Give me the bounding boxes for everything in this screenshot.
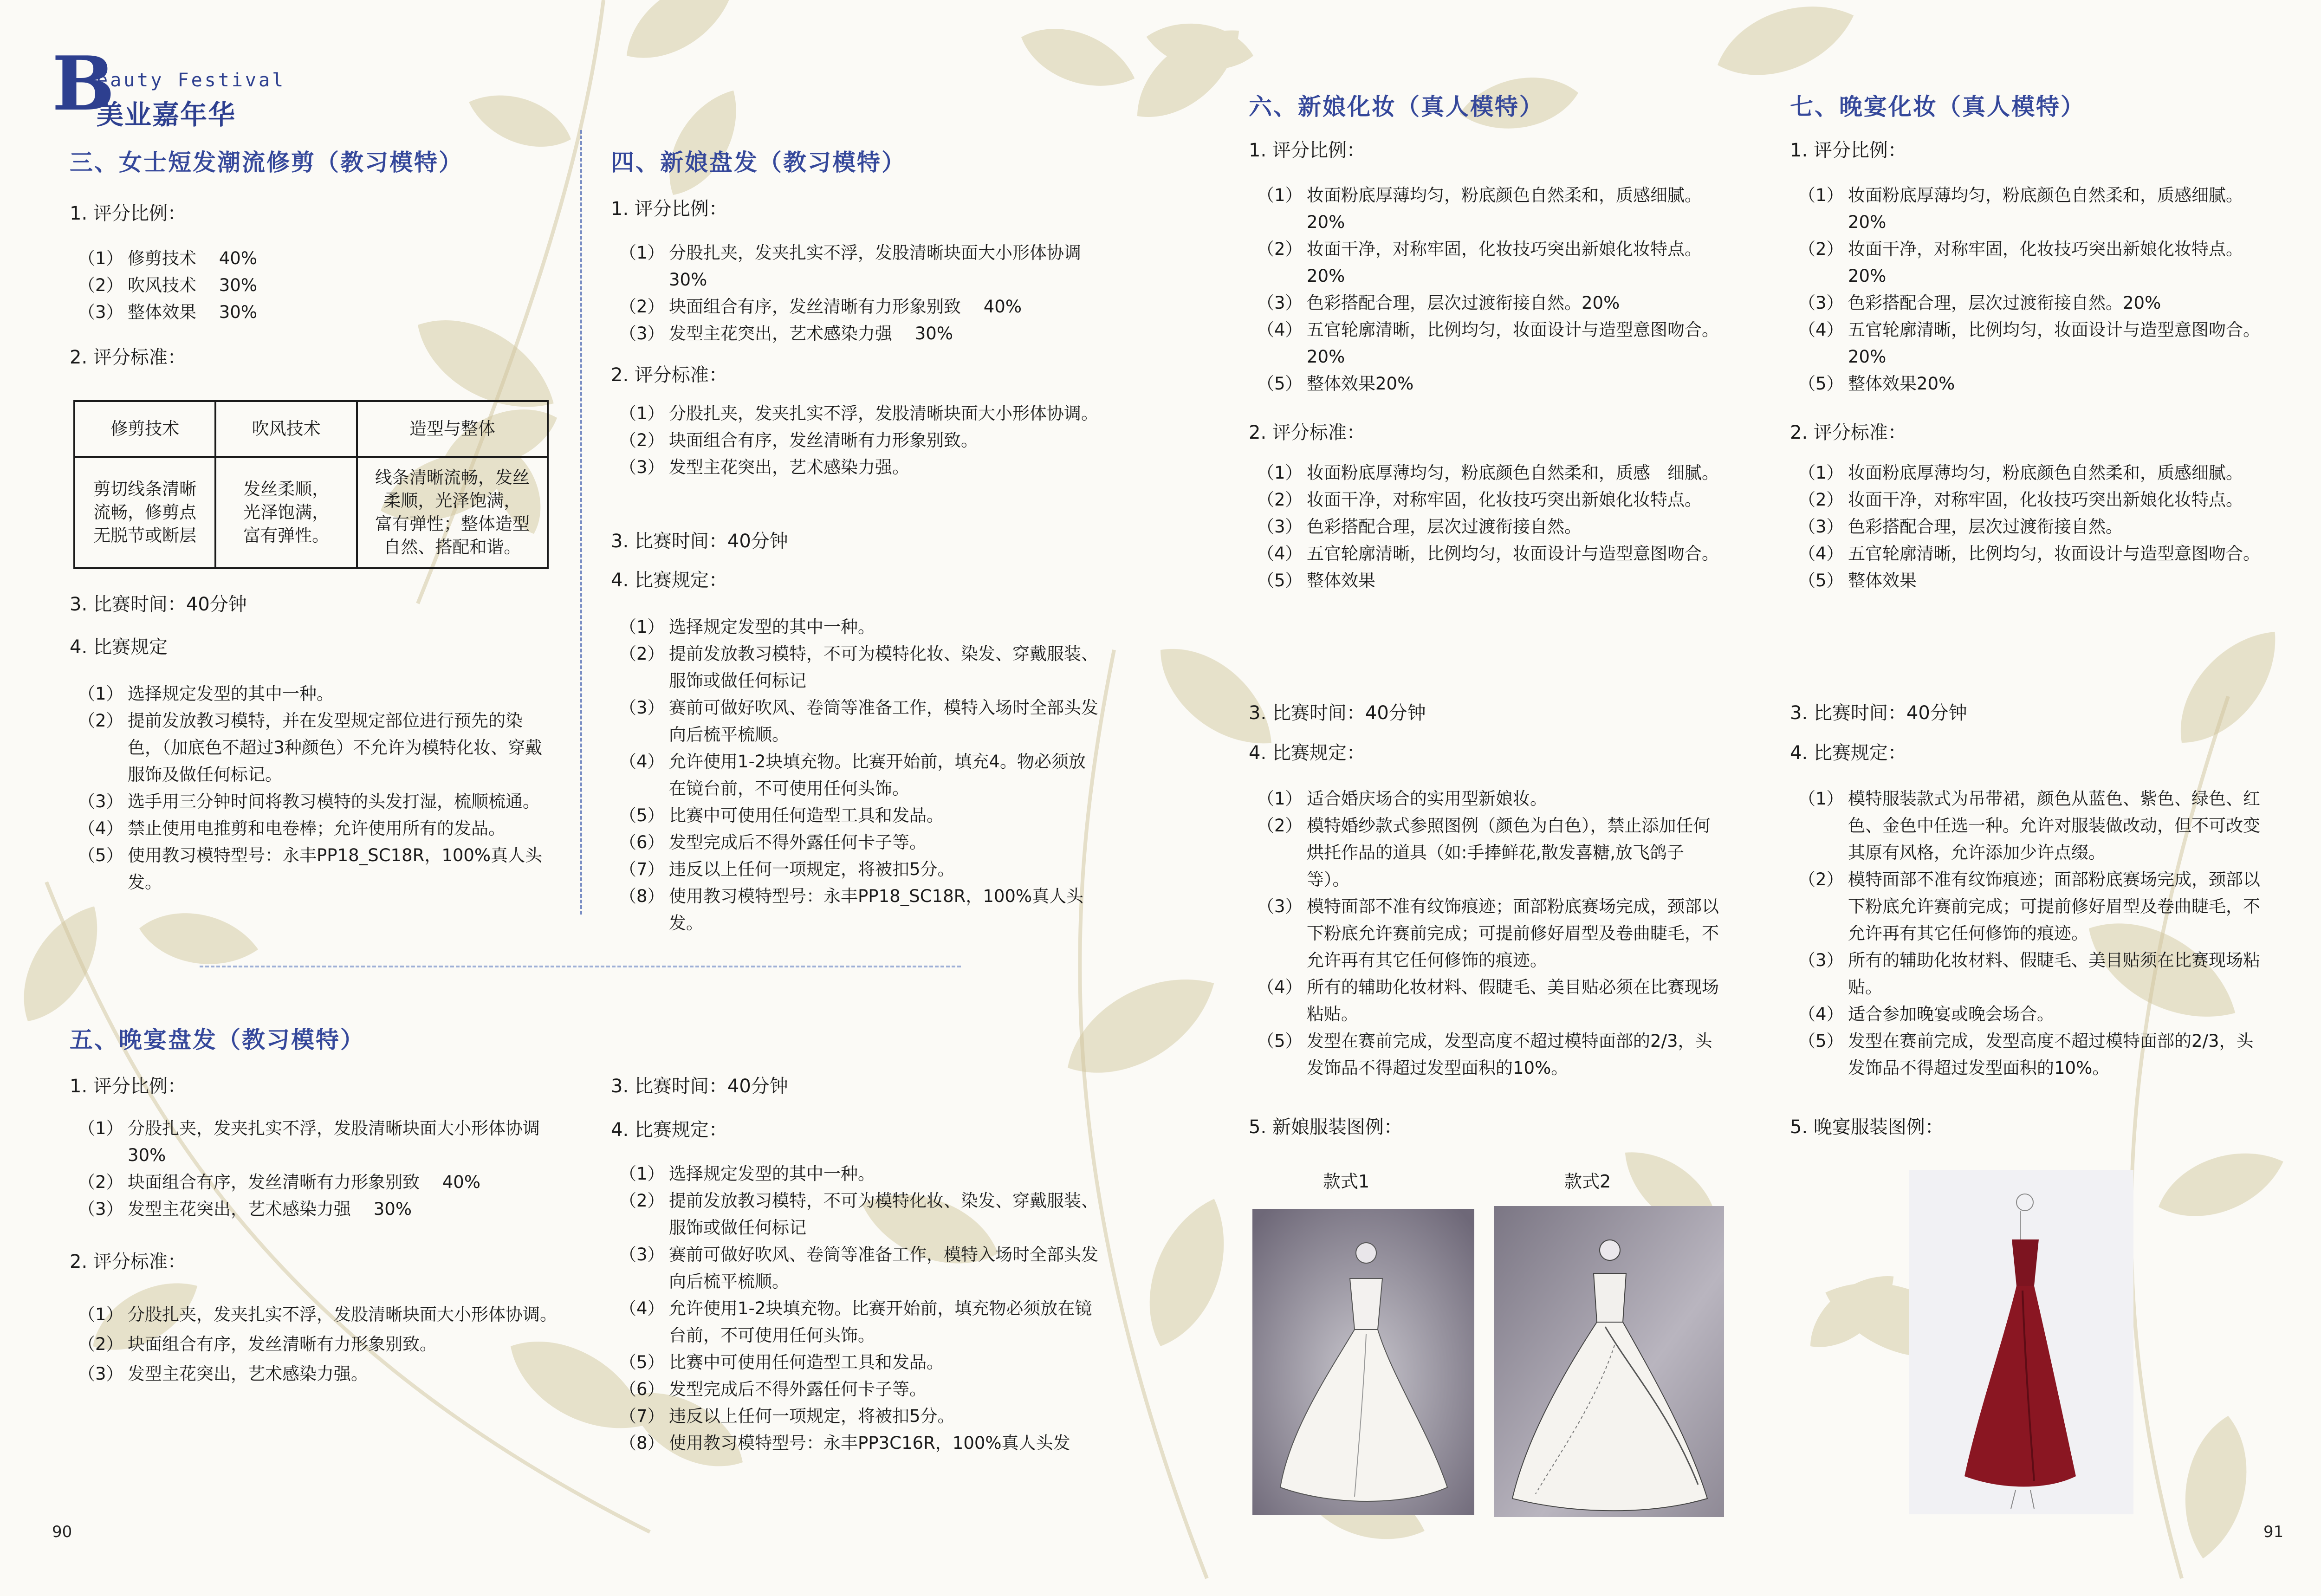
section-5-standard-list [78,1300,561,1389]
list-item: （3） 模特面部不准有纹饰痕迹；面部粉底赛场完成，颈部以下粉底允许赛前完成；可提前修好眉型及卷曲睫毛，不允许再有其它任何修饰的痕迹。 [1257,896,1719,970]
table-cell: 剪切线条清晰 流畅，修剪点 无脱节或断层 [74,457,215,568]
list-item: （1） 妆面粉底厚薄均匀，粉底颜色自然柔和，质感 细腻。 [1257,463,1719,483]
section-7-ratio-heading: 1. 评分比例： [1790,140,1906,161]
list-item: （5） 整体效果20% [1257,374,1414,394]
logo-english: eauty Festival [97,70,286,91]
list-item: （3） 选手用三分钟时间将教习模特的头发打湿，梳顺梳通。 [78,792,540,811]
list-item: （5） 整体效果 [1798,571,1917,590]
list-item: （2） 吹风技术 30% [78,275,257,295]
section-7-standard-list [1798,460,2263,594]
evening-dress-sketch [1909,1170,2133,1514]
section-5-ratio-heading: 1. 评分比例： [70,1076,186,1097]
list-item: （7） 违反以上任何一项规定，将被扣5分。 [619,1406,955,1426]
list-item: （3） 发型主花突出，艺术感染力强 30% [78,1199,412,1219]
section-6-ratio-heading: 1. 评分比例： [1249,140,1365,161]
list-item: （1） 分股扎夹，发夹扎实不浮，发股清晰块面大小形体协调。 [78,1304,557,1324]
list-item: （3） 色彩搭配合理，层次过渡衔接自然。20% [1257,293,1620,313]
section-3-time: 3. 比赛时间：40分钟 [70,594,247,615]
list-item: （3） 整体效果 30% [78,302,257,322]
list-item: （3） 发型主花突出，艺术感染力强。 [619,457,909,477]
section-5-rules-list [619,1161,1102,1457]
list-item: （2） 妆面干净，对称牢固，化妆技巧突出新娘化妆特点。 [1257,490,1702,510]
list-item: （2） 提前发放教习模特，不可为模特化妆、染发、穿戴服装、服饰或做任何标记 [619,1191,1098,1238]
table-header: 造型与整体 [357,401,548,457]
list-item: （2） 块面组合有序，发丝清晰有力形象别致 40% [619,297,1022,317]
list-item: （2） 块面组合有序，发丝清晰有力形象别致。 [619,430,978,450]
list-item: （4） 五官轮廓清晰，比例均匀，妆面设计与造型意图吻合。 [1798,544,2260,564]
list-item: （6） 发型完成后不得外露任何卡子等。 [619,1379,927,1399]
list-item: （5） 发型在赛前完成，发型高度不超过模特面部的2/3，头发饰品不得超过发型面积的10%。 [1257,1031,1712,1078]
list-item: （4） 禁止使用电推剪和电卷棒；允许使用所有的发品。 [78,818,506,838]
list-item: （1） 分股扎夹，发夹扎实不浮，发股清晰块面大小形体协调 30% [78,1118,557,1165]
section-4-standard-heading: 2. 评分标准： [611,364,727,386]
section-7-dress-heading: 5. 晚宴服装图例： [1790,1116,1944,1138]
list-item: （2） 块面组合有序，发丝清晰有力形象别致。 [78,1334,437,1354]
section-7-standard-heading: 2. 评分标准： [1790,422,1906,443]
section-4-rules-list [619,614,1102,937]
list-item: （3） 赛前可做好吹风、卷筒等准备工作，模特入场时全部头发向后梳平梳顺。 [619,1245,1098,1291]
judging-table [73,400,549,569]
list-item: （4） 五官轮廓清晰，比例均匀，妆面设计与造型意图吻合。 [1257,544,1719,564]
section-7-rules-heading: 4. 比赛规定： [1790,742,1906,764]
list-item: （1） 分股扎夹，发夹扎实不浮，发股清晰块面大小形体协调 30% [619,243,1098,290]
dress-caption-1: 款式1 [1323,1171,1370,1192]
list-item: （4） 允许使用1-2块填充物。比赛开始前，填充物必须放在镜台前，不可使用任何头饰。 [619,1298,1092,1345]
bridal-dress-sketch-2 [1494,1206,1724,1517]
list-item: （2） 模特婚纱款式参照图例（颜色为白色），禁止添加任何烘托作品的道具（如:手捧鲜花,散发喜糖,放飞鸽子等）。 [1257,816,1711,889]
section-6-standard-heading: 2. 评分标准： [1249,422,1365,443]
section-3-ratio-heading: 1. 评分比例： [70,203,186,224]
list-item: （5） 发型在赛前完成，发型高度不超过模特面部的2/3，头发饰品不得超过发型面积的10%。 [1798,1031,2254,1078]
section-3-title: 三、女士短发潮流修剪（教习模特） [70,149,463,176]
section-4-standard-list [619,400,1102,481]
section-3-ratio-list [78,245,496,326]
list-item: （4） 适合参加晚宴或晚会场合。 [1798,1004,2054,1024]
list-item: （5） 整体效果20% [1798,374,1955,394]
list-item: （3） 发型主花突出，艺术感染力强 30% [619,324,953,344]
section-5-time: 3. 比赛时间：40分钟 [611,1076,788,1097]
section-4-rules-heading: 4. 比赛规定： [611,570,727,591]
section-6-rules-heading: 4. 比赛规定： [1249,742,1365,764]
list-item: （5） 使用教习模特型号：永丰PP18_SC18R，100%真人头发。 [78,845,543,892]
list-item: （8） 使用教习模特型号：永丰PP3C16R，100%真人头发 [619,1433,1070,1453]
list-item: （4） 五官轮廓清晰，比例均匀，妆面设计与造型意图吻合。20% [1257,320,1719,367]
list-item: （1） 分股扎夹，发夹扎实不浮，发股清晰块面大小形体协调。 [619,403,1098,423]
section-6-standard-list [1257,460,1721,594]
list-item: （3） 色彩搭配合理，层次过渡衔接自然。 [1798,517,2123,537]
section-7-ratio-list [1798,182,2263,397]
table-cell: 线条清晰流畅，发丝 柔顺，光泽饱满， 富有弹性；整体造型 自然、搭配和谐。 [357,457,548,568]
section-6-rules-list [1257,785,1721,1082]
section-6-title: 六、新娘化妆（真人模特） [1249,93,1544,120]
section-4-time: 3. 比赛时间：40分钟 [611,531,788,552]
list-item: （2） 模特面部不准有纹饰痕迹；面部粉底赛场完成，颈部以下粉底允许赛前完成；可提前修好眉型及卷曲睫毛，不允许再有其它任何修饰的痕迹。 [1798,869,2260,943]
list-item: （1） 选择规定发型的其中一种。 [619,1164,875,1184]
list-item: （1） 选择规定发型的其中一种。 [619,617,875,637]
list-item: （2） 妆面干净，对称牢固，化妆技巧突出新娘化妆特点。20% [1798,239,2243,286]
section-5-rules-heading: 4. 比赛规定： [611,1119,727,1141]
section-6-ratio-list [1257,182,1721,397]
list-item: （3） 所有的辅助化妆材料、假睫毛、美目贴须在比赛现场粘贴。 [1798,950,2260,997]
section-7-title: 七、晚宴化妆（真人模特） [1790,93,2085,120]
list-item: （1） 修剪技术 40% [78,248,257,268]
list-item: （6） 发型完成后不得外露任何卡子等。 [619,832,927,852]
section-5-standard-heading: 2. 评分标准： [70,1251,186,1272]
table-header: 修剪技术 [74,401,215,457]
list-item: （2） 妆面干净，对称牢固，化妆技巧突出新娘化妆特点。 [1798,490,2243,510]
section-3-rules-heading: 4. 比赛规定 [70,636,168,658]
list-item: （2） 块面组合有序，发丝清晰有力形象别致 40% [78,1172,480,1192]
list-item: （2） 提前发放教习模特，不可为模特化妆、染发、穿戴服装、服饰或做任何标记 [619,644,1098,691]
list-item: （3） 色彩搭配合理，层次过渡衔接自然。20% [1798,293,2161,313]
table-cell: 发丝柔顺， 光泽饱满， 富有弹性。 [215,457,357,568]
section-5-ratio-list [78,1115,561,1223]
list-item: （3） 色彩搭配合理，层次过渡衔接自然。 [1257,517,1582,537]
section-3-rules-list [78,681,551,896]
list-item: （3） 赛前可做好吹风、卷筒等准备工作，模特入场时全部头发向后梳平梳顺。 [619,698,1098,745]
section-4-ratio-list [619,240,1102,347]
list-item: （2） 妆面干净，对称牢固，化妆技巧突出新娘化妆特点。20% [1257,239,1702,286]
list-item: （3） 发型主花突出，艺术感染力强。 [78,1364,368,1384]
page-number-right: 91 [2263,1523,2284,1541]
list-item: （8） 使用教习模特型号：永丰PP18_SC18R，100%真人头发。 [619,886,1084,933]
section-7-time: 3. 比赛时间：40分钟 [1790,702,1967,724]
logo-chinese: 美业嘉年华 [97,99,236,130]
dress-caption-2: 款式2 [1564,1171,1611,1192]
bridal-dress-sketch-1 [1252,1209,1474,1515]
section-4-ratio-heading: 1. 评分比例： [611,198,727,220]
list-item: （4） 五官轮廓清晰，比例均匀，妆面设计与造型意图吻合。20% [1798,320,2260,367]
list-item: （5） 比赛中可使用任何造型工具和发品。 [619,805,944,825]
section-5-title: 五、晚宴盘发（教习模特） [70,1026,365,1053]
page-number-left: 90 [52,1523,72,1541]
section-4-title: 四、新娘盘发（教习模特） [611,149,906,176]
horizontal-divider [200,966,961,967]
list-item: （5） 整体效果 [1257,571,1375,590]
list-item: （4） 允许使用1-2块填充物。比赛开始前，填充4。物必须放在镜台前，不可使用任何头饰。 [619,752,1086,798]
section-6-dress-heading: 5. 新娘服装图例： [1249,1116,1402,1138]
list-item: （5） 比赛中可使用任何造型工具和发品。 [619,1352,944,1372]
section-6-time: 3. 比赛时间：40分钟 [1249,702,1426,724]
list-item: （1） 妆面粉底厚薄均匀，粉底颜色自然柔和，质感细腻。20% [1257,185,1702,232]
list-item: （2） 提前发放教习模特，并在发型规定部位进行预先的染色，（加底色不超过3种颜色）不允许为模特化妆、穿戴服饰及做任何标记。 [78,711,543,785]
list-item: （1） 模特服装款式为吊带裙，颜色从蓝色、紫色、绿色、红色、金色中任选一种。允许对服装做改动，但不可改变其原有风格，允许添加少许点缀。 [1798,789,2260,863]
list-item: （1） 适合婚庆场合的实用型新娘妆。 [1257,789,1547,809]
list-item: （1） 妆面粉底厚薄均匀，粉底颜色自然柔和，质感细腻。20% [1798,185,2243,232]
list-item: （1） 选择规定发型的其中一种。 [78,684,334,704]
list-item: （4） 所有的辅助化妆材料、假睫毛、美目贴必须在比赛现场粘贴。 [1257,977,1719,1024]
vertical-divider [580,130,582,915]
table-header: 吹风技术 [215,401,357,457]
list-item: （7） 违反以上任何一项规定，将被扣5分。 [619,859,955,879]
logo-initial: B [52,40,115,127]
section-7-rules-list [1798,785,2263,1082]
list-item: （1） 妆面粉底厚薄均匀，粉底颜色自然柔和，质感细腻。 [1798,463,2243,483]
section-3-standard-heading: 2. 评分标准： [70,347,186,368]
